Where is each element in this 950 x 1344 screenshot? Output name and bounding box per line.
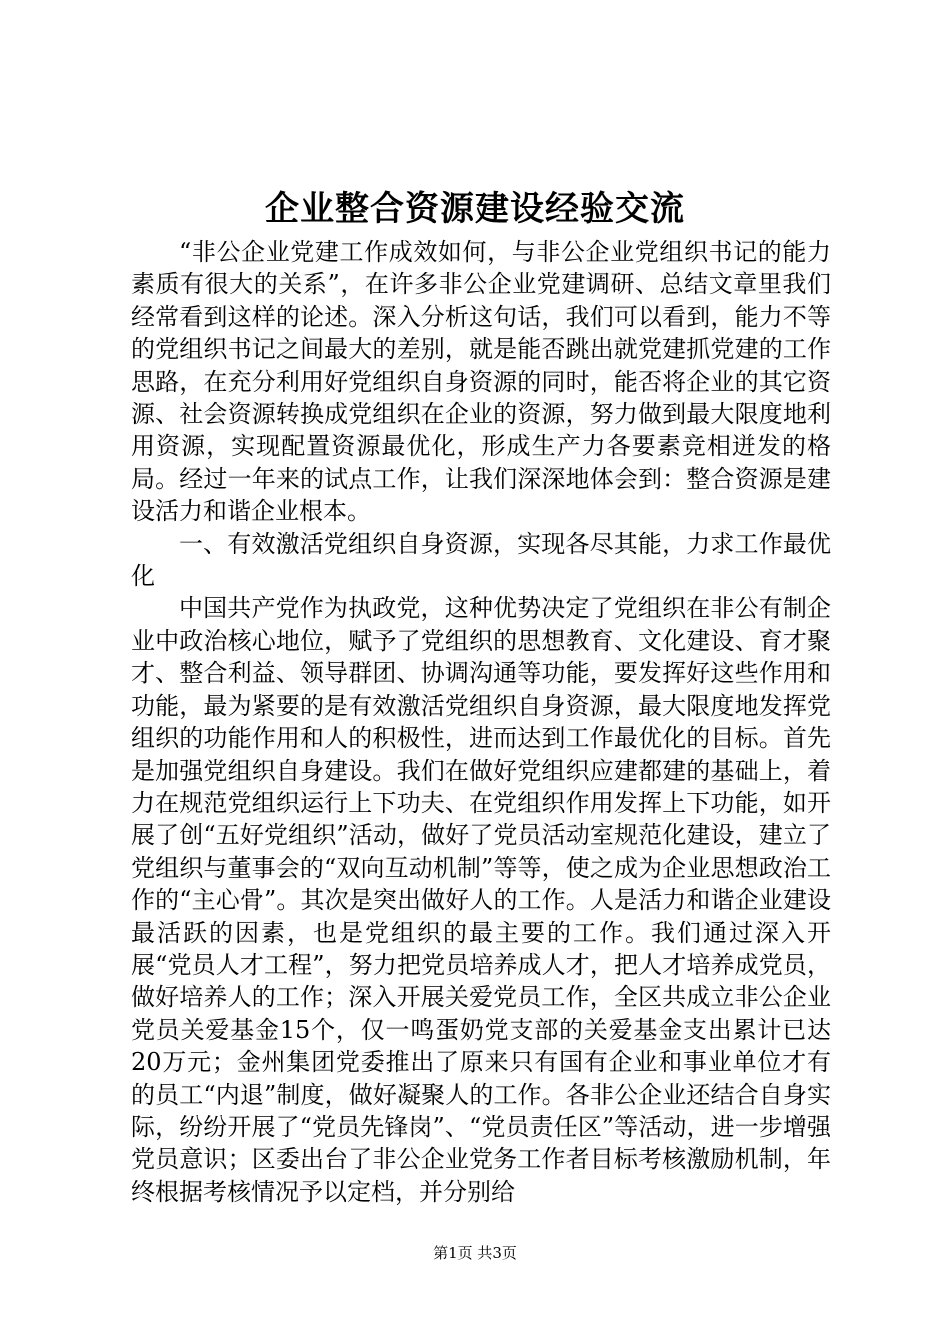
page-number-footer: 第1页 共3页 bbox=[433, 1244, 517, 1262]
document-body bbox=[131, 236, 831, 1208]
section-heading-1: 一、有效激活党组织自身资源，实现各尽其能，力求工作最优化 bbox=[131, 529, 831, 591]
paragraph-intro: “非公企业党建工作成效如何，与非公企业党组织书记的能力素质有很大的关系”，在许多非公企业党建调研、总结文章里我们经常看到这样的论述。深入分析这句话，我们可以看到，能力不等的党组织书记之间最大的差别，就是能否跳出就党建抓党建的工作思路，在充分利用好党组织自身资源的同时，能否将企业的其它资源、社会资源转换成党组织在企业的资源，努力做到最大限度地利用资源，实现配置资源最优化，形成生产力各要素竞相迸发的格局。经过一年来的试点工作，让我们深深地体会到：整合资源是建设活力和谐企业根本。 bbox=[131, 238, 831, 526]
paragraph-section-1: 中国共产党作为执政党，这种优势决定了党组织在非公有制企业中政治核心地位，赋予了党组织的思想教育、文化建设、育才聚才、整合利益、领导群团、协调沟通等功能，要发挥好这些作用和功能，最为紧要的是有效激活党组织自身资源，最大限度地发挥党组织的功能作用和人的积极性，进而达到工作最优化的目标。首先是加强党组织自身建设。我们在做好党组织应建都建的基础上，着力在规范党组织运行上下功夫、在党组织作用发挥上下功能，如开展了创“五好党组织”活动，做好了党员活动室规范化建设，建立了党组织与董事会的“双向互动机制”等等，使之成为企业思想政治工作的“主心骨”。其次是突出做好人的工作。人是活力和谐企业建设最活跃的因素，也是党组织的最主要的工作。我们通过深入开展“党员人才工程”，努力把党员培养成人才，把人才培养成党员，做好培养人的工作；深入开展关爱党员工作，全区共成立非公企业党员关爱基金15个，仅一鸣蛋奶党支部的关爱基金支出累计已达20万元；金州集团党委推出了原来只有国有企业和事业单位才有的员工“内退”制度，做好凝聚人的工作。各非公企业还结合自身实际，纷纷开展了“党员先锋岗”、“党员责任区”等活动，进一步增强党员意识；区委出台了非公企业党务工作者目标考核激励机制，年终根据考核情况予以定档，并分别给 bbox=[131, 594, 831, 1206]
document-title: 企业整合资源建设经验交流 bbox=[265, 189, 685, 229]
